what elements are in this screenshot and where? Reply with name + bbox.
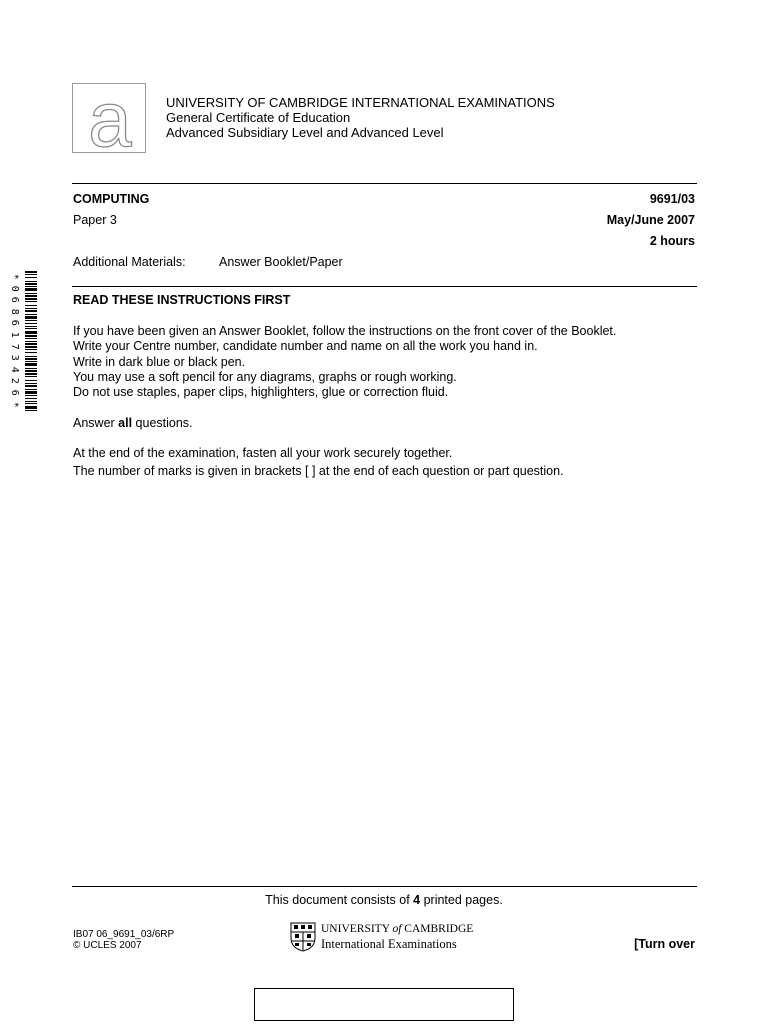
footer-rule [72, 886, 697, 887]
materials-value: Answer Booklet/Paper [219, 255, 343, 269]
page-count: This document consists of 4 printed pages. [265, 893, 503, 907]
end-instruction: At the end of the examination, fasten all your work securely together. [73, 446, 453, 460]
syllabus-code: 9691/03 [649, 192, 695, 206]
cambridge-logo-line1: UNIVERSITY of CAMBRIDGE [321, 923, 474, 935]
barcode-digit: 6 [8, 389, 20, 396]
turn-over: [Turn over [634, 937, 695, 951]
barcode-digit: * [8, 273, 20, 280]
paper-number: Paper 3 [73, 213, 117, 227]
svg-text:a: a [88, 84, 132, 154]
crest-icon [290, 922, 316, 952]
details-rule [72, 286, 697, 287]
exam-duration: 2 hours [649, 234, 695, 248]
instruction-line: Do not use staples, paper clips, highlighters, glue or correction fluid. [73, 385, 449, 399]
exam-board-logo [72, 83, 146, 153]
barcode-digit: 7 [8, 343, 20, 350]
barcode-digit: 0 [8, 285, 20, 292]
instruction-line: If you have been given an Answer Booklet, follow the instructions on the front cover of the Booklet. [73, 324, 617, 338]
copyright: © UCLES 2007 [73, 940, 142, 951]
barcode-icon [25, 271, 37, 411]
instruction-line: Write your Centre number, candidate number and name on all the work you hand in. [73, 339, 538, 353]
barcode-digit: 6 [8, 296, 20, 303]
barcode-digit: 6 [8, 320, 20, 327]
subject-title: COMPUTING [73, 192, 150, 206]
barcode-digit: 3 [8, 354, 20, 361]
instruction-line: Write in dark blue or black pen. [73, 355, 246, 369]
barcode-digit: 4 [8, 366, 20, 373]
barcode-digit: 8 [8, 308, 20, 315]
header-rule [72, 183, 697, 184]
barcode-digit: 1 [8, 331, 20, 338]
exam-session: May/June 2007 [606, 213, 695, 227]
board-name: UNIVERSITY OF CAMBRIDGE INTERNATIONAL EXAMINATIONS [166, 95, 555, 110]
marks-instruction: The number of marks is given in brackets [ ] at the end of each question or part question. [73, 464, 564, 478]
materials-label: Additional Materials: [73, 255, 186, 269]
cambridge-logo-line2: International Examinations [321, 937, 457, 951]
barcode-digits [8, 271, 18, 410]
empty-box [254, 988, 514, 1021]
reference-code: IB07 06_9691_03/6RP [73, 929, 175, 940]
instructions-heading: READ THESE INSTRUCTIONS FIRST [73, 293, 291, 307]
barcode-digit: * [8, 401, 20, 408]
barcode-digit: 2 [8, 378, 20, 385]
qualification-level: Advanced Subsidiary Level and Advanced Level [166, 125, 444, 140]
instruction-line: You may use a soft pencil for any diagrams, graphs or rough working. [73, 370, 457, 384]
qualification: General Certificate of Education [166, 110, 351, 125]
answer-instruction: Answer all questions. [73, 416, 193, 430]
